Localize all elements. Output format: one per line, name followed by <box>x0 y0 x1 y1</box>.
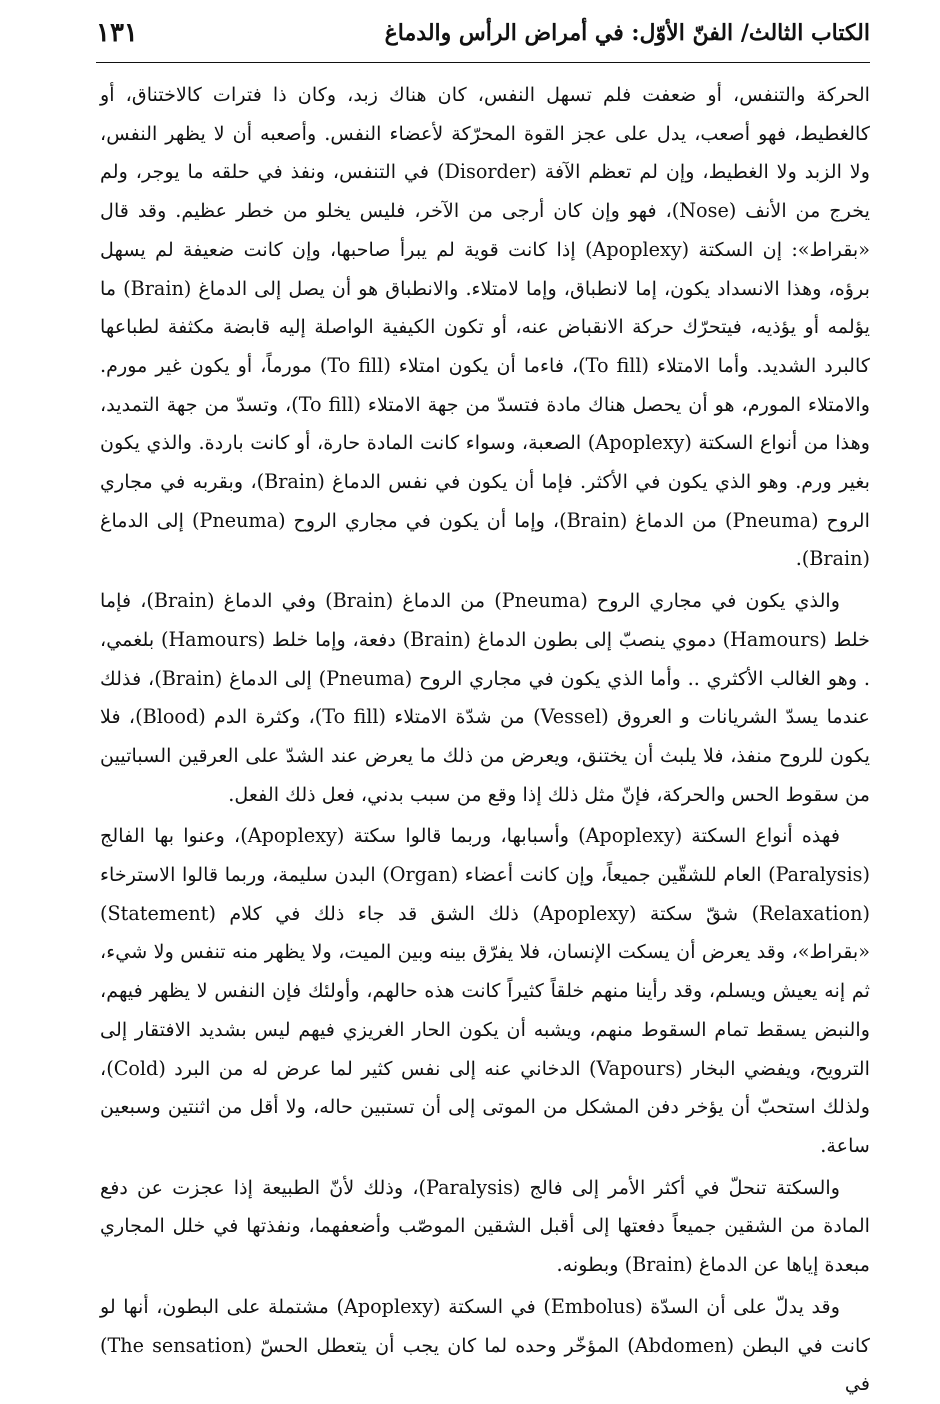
running-title: الكتاب الثالث/ الفنّ الأوّل: في أمراض الرأس والدماغ <box>384 20 870 46</box>
paragraph-2: والذي يكون في مجاري الروح (Pneuma) من الدماغ (Brain) وفي الدماغ (Brain)، فإما خلط (Hamours) دموي ينصبّ إلى بطون الدماغ (Brain) دفعة، وإما خلط (Hamours) بلغمي، . وهو الغالب الأكثري .. وأما الذي يكون في مجاري الروح (Pneuma) إلى الدماغ (Brain)، فذلك عندما يسدّ الشريانات و العروق (Vessel) من شدّة الامتلاء (To fill)، وكثرة الدم (Blood)، فلا يكون للروح منفذ، فلا يلبث أن يختنق، ويعرض من ذلك ما يعرض عند الشدّ على العرقين السباتيين من سقوط الحس والحركة، فإنّ مثل ذلك إذا وقع من سبب بدني، فعل ذلك الفعل. <box>100 589 871 806</box>
page-number: ١٣١ <box>96 18 138 48</box>
paragraph-4: والسكتة تنحلّ في أكثر الأمر إلى فالج (Paralysis)، وذلك لأنّ الطبيعة إذا عجزت عن دفع المادة من الشقين جميعاً دفعتها إلى أقبل الشقين الموصّب وأضعفهما، ونفذتها في خلل المجاري مبعدة إياها عن الدماغ (Brain) وبطونه. <box>100 1175 870 1277</box>
paragraph-1: الحركة والتنفس، أو ضعفت فلم تسهل النفس، كان هناك زبد، وكان ذا فترات كالاختناق، أو كالغطيط، فهو أصعب، يدل على عجز القوة المحرّكة لأعضاء النفس. وأصعبه أن لا يظهر النفس، ولا الزبد ولا الغطيط، وإن لم تعظم الآفة (Disorder) في التنفس، ونفذ في حلقه ما يوجر، ولم يخرج من الأنف (Nose)، فهو وإن كان أرجى من الآخر، فليس يخلو من خطر عظيم. وقد قال «بقراط»: إن السكتة (Apoplexy) إذا كانت قوية لم يبرأ صاحبها، وإن كانت ضعيفة لم يسهل برؤه، وهذا الانسداد يكون، إما لانطباق، وإما لامتلاء. والانطباق هو أن يصل إلى الدماغ (Brain) ما يؤلمه أو يؤذيه، فيتحرّك حركة الانقباض عنه، أو تكون الكيفية الواصلة إليه قابضة مكثفة لطباعها كالبرد الشديد. وأما الامتلاء (To fill)، فاءما أن يكون امتلاء (To fill) مورماً، أو يكون غير مورم. والامتلاء المورم، هو أن يحصل هناك مادة فتسدّ من جهة الامتلاء (To fill)، وتسدّ من جهة التمديد، وهذا من أنواع السكتة (Apoplexy) الصعبة، وسواء كانت المادة حارة، أو كانت باردة. والذي يكون بغير ورم. وهو الذي يكون في الأكثر. فإما أن يكون في نفس الدماغ (Brain)، وبقربه في مجاري الروح (Pneuma) من الدماغ (Brain)، وإما أن يكون في مجاري الروح (Pneuma) إلى الدماغ (Brain). <box>100 83 871 571</box>
paragraph-3: فهذه أنواع السكتة (Apoplexy) وأسبابها، وربما قالوا سكتة (Apoplexy)، وعنوا بها الفالج (Paralysis) العام للشقّين جميعاً، وإن كانت أعضاء (Organ) البدن سليمة، وربما قالوا الاسترخاء (Relaxation) شقّ سكتة (Apoplexy) ذلك الشق قد جاء ذلك في كلام (Statement) «بقراط»، وقد يعرض أن يسكت الإنسان، فلا يفرّق بينه وبين الميت، ولا يظهر منه تنفس ولا شيء، ثم إنه يعيش ويسلم، وقد رأينا منهم خلقاً كثيراً كانت هذه حالهم، وأولئك فإن النفس لا يظهر فيهم، والنبض يسقط تمام السقوط منهم، ويشبه أن يكون الحار الغريزي فيهم ليس بشديد الافتقار إلى الترويح، ويفضي البخار (Vapours) الدخاني عنه إلى نفس كثير لما عرض له من البرد (Cold)، ولذلك استحبّ أن يؤخر دفن المشكل من الموتى إلى أن تستبين حاله، ولا أقل من اثنتين وسبعين ساعة. <box>100 824 871 1157</box>
paragraph-5: وقد يدلّ على أن السدّة (Embolus) في السكتة (Apoplexy) مشتملة على البطون، أنها لو كانت في البطن (Abdomen) المؤخّر وحده لما كان يجب أن يتعطل الحسّ (The sensation) في <box>100 1294 870 1396</box>
page-body <box>100 76 871 1396</box>
page-header <box>96 16 870 63</box>
